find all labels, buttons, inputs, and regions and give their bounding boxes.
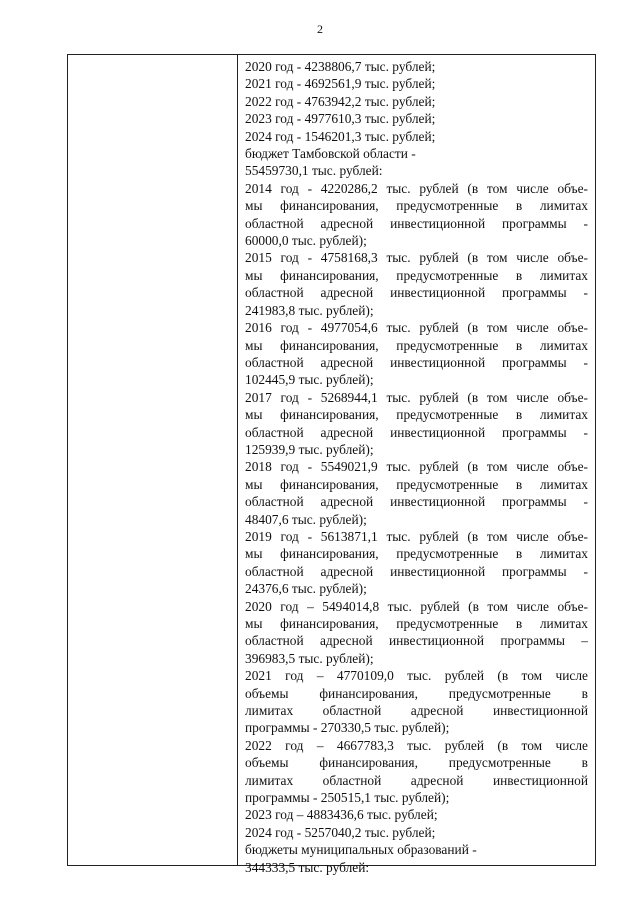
text-line: 2019 год - 5613871,1 тыс. рублей (в том числе объе- (245, 528, 588, 544)
text-line: объемы финансирования, предусмотренные в (245, 685, 588, 701)
text-line: мы финансирования, предусмотренные в лимитах (245, 407, 588, 423)
text-line: мы финансирования, предусмотренные в лимитах (245, 616, 588, 631)
text-line: 2017 год - 5268944,1 тыс. рублей (в том числе объе- (245, 389, 588, 405)
text-line: мы финансирования, предусмотренные в лимитах (245, 476, 588, 492)
text-line: мы финансирования, предусмотренные в лимитах (245, 198, 588, 214)
text-line: областной адресной инвестиционной программы - (245, 285, 588, 301)
text-line: лимитах областной адресной инвестиционной (245, 703, 588, 719)
text-line: 396983,5 тыс. рублей); (245, 650, 374, 666)
text-line: 2016 год - 4977054,6 тыс. рублей (в том числе объе- (245, 320, 588, 336)
year-funding-paragraph (245, 667, 588, 737)
year-funding-paragraph (245, 598, 588, 668)
text-line: бюджеты муниципальных образований - (245, 842, 477, 858)
text-line: 2018 год - 5549021,9 тыс. рублей (в том числе объе- (245, 459, 588, 475)
text-line: 344333,5 тыс. рублей: (245, 859, 370, 875)
text-line: мы финансирования, предусмотренные в лимитах (245, 267, 588, 283)
year-funding-paragraph (245, 528, 588, 598)
text-line: областной адресной инвестиционной программы - (245, 424, 588, 440)
text-line: 2022 год - 4763942,2 тыс. рублей; (245, 93, 436, 109)
text-line: 2021 год – 4770109,0 тыс. рублей (в том числе (245, 668, 588, 684)
text-line: 125939,9 тыс. рублей); (245, 441, 374, 457)
text-line: 241983,8 тыс. рублей); (245, 302, 374, 318)
text-line: 2024 год - 1546201,3 тыс. рублей; (245, 128, 436, 144)
budget-table (67, 54, 596, 875)
bottom-lines (245, 806, 588, 876)
text-line: 24376,6 тыс. рублей); (245, 581, 367, 597)
year-funding-paragraph (245, 389, 588, 459)
text-line: мы финансирования, предусмотренные в лимитах (245, 337, 588, 353)
page-number: 2 (317, 22, 323, 36)
year-funding-paragraph (245, 249, 588, 319)
top-lines (245, 58, 588, 180)
text-line: областной адресной инвестиционной программы - (245, 494, 588, 510)
year-funding-paragraph (245, 180, 588, 250)
text-line: 60000,0 тыс. рублей); (245, 233, 367, 249)
text-line: 2023 год – 4883436,6 тыс. рублей; (245, 807, 438, 823)
text-line: 102445,9 тыс. рублей); (245, 372, 374, 388)
text-line: программы - 250515,1 тыс. рублей); (245, 790, 450, 806)
year-funding-paragraph (245, 319, 588, 389)
year-funding-paragraph (245, 458, 588, 528)
text-line: 2020 год - 4238806,7 тыс. рублей; (245, 59, 436, 74)
text-line: 55459730,1 тыс. рублей: (245, 163, 383, 179)
year-blocks (245, 180, 588, 807)
text-line: 2020 год – 5494014,8 тыс. рублей (в том числе объе- (245, 598, 588, 614)
text-line: бюджет Тамбовской области - (245, 146, 416, 162)
text-line: 2022 год – 4667783,3 тыс. рублей (в том числе (245, 737, 588, 753)
text-line: 2014 год - 4220286,2 тыс. рублей (в том числе объе- (245, 180, 588, 196)
text-line: мы финансирования, предусмотренные в лимитах (245, 546, 588, 562)
text-line: 48407,6 тыс. рублей); (245, 511, 367, 527)
text-line: областной адресной инвестиционной программы - (245, 563, 588, 579)
text-line: программы - 270330,5 тыс. рублей); (245, 720, 450, 736)
text-line: объемы финансирования, предусмотренные в (245, 755, 588, 771)
funding-text-cell (245, 58, 588, 876)
text-line: 2024 год - 5257040,2 тыс. рублей; (245, 824, 436, 840)
text-line: 2015 год - 4758168,3 тыс. рублей (в том числе объе- (245, 250, 588, 266)
text-line: областной адресной инвестиционной программы - (245, 215, 588, 231)
text-line: областной адресной инвестиционной программы – (245, 633, 588, 649)
text-line: 2021 год - 4692561,9 тыс. рублей; (245, 76, 436, 92)
column-divider (237, 55, 238, 865)
text-line: областной адресной инвестиционной программы - (245, 354, 588, 370)
text-line: 2023 год - 4977610,3 тыс. рублей; (245, 111, 436, 127)
year-funding-paragraph (245, 737, 588, 807)
text-line: лимитах областной адресной инвестиционной (245, 772, 588, 788)
